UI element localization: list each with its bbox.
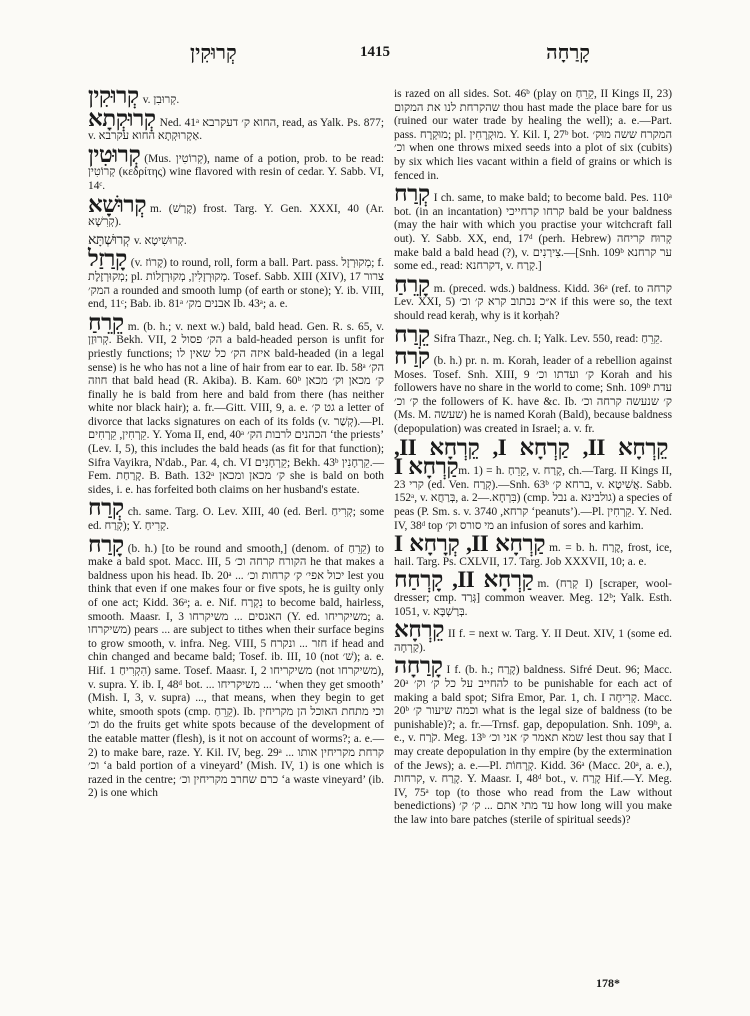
- dictionary-entry: [88, 495, 384, 533]
- right-column: [394, 88, 672, 831]
- entry-headword: קֹרַח: [394, 344, 430, 370]
- entry-definition: Sifra Thazr., Neg. ch. I; Yalk. Lev. 550, read: קֵרֵחַ.: [433, 332, 663, 345]
- dictionary-entry: [88, 233, 384, 249]
- entry-definition: (b. h.) pr. n. m. Korah, leader of a rebellion against Moses. Tosef. Snh. XIII, 9 ק׳ ועדתו וכ׳ Korah and his followers have no share in the world to come; Snh. 109ᵇ עדת ק׳ וכ׳ the followers of K. have &c. Ib. ק׳ שנעשה קרחה וכ׳ (Ms. M. שעשה) he is named Korah (Bald), because baldness (depopulation) was created in Israel; a. v. fr.: [394, 355, 673, 436]
- dictionary-entry: [394, 531, 672, 569]
- dictionary-entry: [394, 617, 672, 655]
- left-column: [88, 83, 385, 804]
- entry-definition: m. (קֶרַשׁ) frost. Targ. Y. Gen. XXXI, 40 (Ar. קְרִשָׁא).: [88, 202, 384, 229]
- entry-definition: Ned. 41ᵃ החוא ק׳ דעקרבא, read, as Yalk. Ps. 877; v. אַקְרוּקְתָא החוא עקרבא.: [88, 116, 384, 143]
- dictionary-entry: [394, 181, 672, 274]
- dictionary-entry: [88, 105, 384, 144]
- dictionary-entry: [88, 309, 385, 498]
- entry-headword: קָרַח: [88, 531, 124, 557]
- entry-definition: v. קְרוּשִׁיטָא.: [133, 234, 187, 247]
- entry-definition: m. (קְרַח I) [scraper, wool-dresser; cmp. גְּרַד] common weaver. Meg. 12ᵇ; Yalk. Esth. 1051, v. בְּרַשְׁבָּא.: [394, 578, 672, 618]
- header-right-catchword: קָרַחָה: [546, 42, 590, 64]
- entry-headword: קָרֵחַ: [394, 271, 430, 297]
- entry-definition: ch. same. Targ. O. Lev. XIII, 40 (ed. Berl. קְרִיחַ; some ed. קְרַח); Y. קְרִיחַ.: [88, 506, 384, 533]
- header-left-catchword: קְרוּקִין: [190, 42, 237, 64]
- page-number: 1415: [360, 44, 390, 60]
- dictionary-entry: [88, 246, 384, 311]
- entry-definition: is razed on all sides. Sot. 46ᵇ (play on קֵרֵחַ, II Kings II, 23) שהקרחת לנו את המקום thou hast made the place bare for us (ruined our water trade by healing the well); a. e.—Part. pass. מוּקְרָח; pl. מוּקְרָחִין. Y. Kil. I, 27ᵇ bot. המקרח ששה מוּק׳ וכ׳ when one throws mixed seeds into a plot of six (cubits) by six which lies vacant within a field of grains or which is fenced in.: [394, 88, 673, 182]
- entry-definition: m. 1) = h. קֵרֵחַ, v. קְרַח, ch.—Targ. II Kings II, 23 קרי (ed. Ven. קְרַח).—Snh. 63ᵇ ברחא ק׳, v. אֲשִׁיטָא. Sabb. 152ᵃ, v. בְּרַחֲא, a. בִּרְחָא.—2) (cmp. נבל a. גולבינא) a species of peas (P. Sm. s. v. קרחא, 3740 ‘peanuts’).—Pl. קֵרְחִין. Y. Ned. IV, 38ᵈ top מי סורס וק׳ an infusion of sores and karhim.: [394, 465, 673, 532]
- dictionary-entry: [394, 271, 672, 324]
- dictionary-entry: [394, 321, 672, 347]
- dictionary-entry: [88, 83, 384, 108]
- entry-headword: קֵרְחָא: [394, 617, 444, 643]
- entry-headword: קָרַזַל: [88, 246, 127, 272]
- entry-headword: קֵרַח: [394, 321, 430, 347]
- entry-headword: קְרוּשָׁא: [88, 191, 147, 217]
- entry-definition: m. (b. h.; v. next w.) bald, bald head. Gen. R. s. 65, v. קְרוּזַן. Bekh. VII, 2 הק׳ פסול a bald-headed person is unfit for priestly functions; איזה הק׳ כל שאין לו bald-headed (in a legal sense) is he who has not a line of hair from ear to ear. Ib. 58ᵃ הק׳ חוזה that bald head (R. Akiba). B. Kam. 60ᵇ ק׳ מכאן וק׳ מכאן finally he is bald from here and bald from there (has neither white nor black hair); a. fr.—Gitt. VIII, 9, a. e. גט ק׳ a letter of divorce that lacks signatures on each of its folds (v. קְשַׁר).—Pl. קֵרְחִין, קֵרְחִים. Y. Yoma II, end, 40ᵃ הכהנים לרבות הק׳ ‘the priests’ (Lev. I, 5), this includes the bald heads (as fit for that function); Sifra Vayikra, N'dab., Par. 4, ch. VI קֵרְחָנִים; Bekh. 43ᵇ קֵרְחָנִין.—Fem. קָרַחַת. B. Bath. 132ᵃ ק׳ מכאן ומכאן she is bald on both sides, i. e. has forfeited both claims on her husband's estate.: [88, 320, 385, 496]
- entry-definition: II f. = next w. Targ. Y. II Deut. XIV, 1 (some ed. קַרְחָה).: [394, 628, 672, 654]
- entry-definition: I ch. same, to make bald; to become bald. Pes. 110ᵃ bot. (in an incantation) קרחו קרחייכי bald be your baldness (may the hair with which you practise your witchcraft fall out). Y. Sabb. XX, end, 17ᵈ (perh. Hebrew) קְרוּח קריחה make bald a bald head (?), v. צִירַנִים.—[Snh. 109ᵇ ער קרחנא some ed., read: דקרחנא, v. קְרַח.]: [394, 192, 672, 273]
- entry-headword: קַרְחָא II, קָרְחַח: [394, 567, 534, 593]
- dictionary-entry: [394, 434, 673, 534]
- entry-definition: (b. h.) [to be round and smooth,] (denom. of קֵרֵחַ) to make a bald spot. Macc. III, 5 הקורח קרחה וכ׳ he that makes a baldness upon his head. Ib. 20ᵃ ... יכול אפי׳ ק׳ קרחות וכ׳ lest you think that even if one makes four or five spots, he is guilty only of one act; Kidd. 36ᵃ; a. e. Nif. נִקְרַח to become bald, hairless, smooth. Maasr. I, 3 האגסים ... משיקרחו (Y. ed. משיקריחו; a. משיקרחו) pears ... are subject to tithes when their surface begins to grow smooth, v. infra. Neg. VIII, 5 חזר ... ונקרח if head and chin changed and became bald; Tosef. ib. III, 10 (not שׁ׳); a. e. Hif. הִקְרִיחַ 1) same. Tosef. Maasr. I, 2 משיקריחו (not משיקרחו), v. supra. Y. ib. I, 48ᵈ bot. ... משיקריחו ... ‘when they get smooth’ (Mish. I, 3, v. supra) ..., that means, when they begin to get white, smooth spots (cmp. קֵרֵחַ). Ib. וכי מתחת האוכל הן מקריחין וכ׳ do the fruits get white spots because of the development of the eatable matter (flesh), is it not on account of worms?; a. e.—2) to make bare, raze. Y. Kil. IV, beg. 29ᵃ ... קרחת מקריחין אותו וכ׳ ‘a bald portion of a vineyard’ (Mish. IV, 1) is one which is razed in the centre; כרם שחרב מקריחין וכ׳ ‘a waste vineyard’ (ib. 2) is one which: [88, 542, 385, 800]
- dictionary-entry: [394, 653, 673, 827]
- entry-headword: קֵרְחָא II, קַרְחָא I, קֵרְחָא II, קַרְחָא I: [394, 434, 668, 480]
- entry-definition: (v. קָרוֹז) to round, roll, form a ball. Part. pass. מְקוּרְזָל; f. מְקוּרְזֶלֶת; pl. מְקוּרְזָלִין, מְקוּרְזָלוֹת. Tosef. Sabb. XIII (XIV), 17 צרור המק׳ a rounded and smooth lump (of earth or stone); Y. ib. VIII, end, 11ᶜ; Bab. ib. 81ᵃ אבנים מק׳ Ib. 43ᵃ; a. e.: [88, 257, 384, 311]
- entry-headword: קְרוּשְׁתָּא: [88, 232, 130, 248]
- entry-headword: קְרוּקִין: [88, 83, 139, 108]
- dictionary-entry: [394, 344, 673, 437]
- entry-definition: I f. (b. h.; קָרַח) baldness. Sifré Deut. 96; Macc. 20ᵃ להחייב על כל ק׳ וק׳ to be punishable for each act of making a bald spot; Sifra Emor, Par. 1, ch. I קְרִיחָה. Macc. 20ᵇ וכמה שיעור ק׳ what is the legal size of baldness (to be punishable)?; a. fr.—Trnsf. gap, depopulation. Snh. 109ᵇ, a. e., v. קֹרַח. Meg. 13ᵇ שמא תאמר ק׳ אני וכ׳ lest thou say that I may create depopulation in thy empire (by the extermination of the Jews); a. e.—Pl. קְרָחוֹת. Kidd. 36ᵃ (Macc. 20ᵃ, a. e.), קרחות, v. קָרַח. Y. Maasr. I, 48ᵈ bot., v. קָרַח Hif.—Y. Meg. IV, 75ᵃ top (to those who read from the Law without benedictions) עד מתי אתם ... ק׳ ק׳ how long will you make the law into bare patches (sterile of spiritual seeds)?: [394, 664, 673, 826]
- entry-definition: (Mus. קְרוֹטִין), name of a potion, prob. to be read: קְרוֹטִין (κεδρίτης) wine flavored with resin of cedar. Y. Sabb. VI, 14ᶜ.: [88, 152, 384, 192]
- entry-definition: m. (preced. wds.) baldness. Kidd. 36ᵃ (ref. to קרחה Lev. XXI, 5) א״כ נכתוב קרא ק׳ וכ׳ if this were so, the text should read keraḥ, why is it korḥah?: [394, 282, 672, 322]
- entry-headword: קְרוּטִין: [88, 141, 141, 167]
- entry-headword: קְרַח: [394, 181, 430, 207]
- signature-mark: 178*: [596, 976, 620, 990]
- entry-definition: v. קְרוּבִן.: [142, 94, 180, 106]
- dictionary-entry: [88, 191, 384, 230]
- entry-headword: קָרַחָה: [394, 653, 443, 679]
- dictionary-entry: [88, 531, 385, 801]
- dictionary-entry: [394, 88, 672, 183]
- entry-headword: קְרוּקְתָא: [88, 105, 156, 131]
- dictionary-entry: [88, 141, 384, 194]
- entry-headword: קְרַח: [88, 495, 124, 521]
- page-header: [0, 42, 750, 66]
- entry-headword: קֵרֵחַ: [88, 309, 124, 335]
- entry-headword: קַרְחָא II, קְרָחָא I: [394, 531, 546, 557]
- entry-definition: m. = b. h. קֶרַח, frost, ice, hail. Targ. Ps. CXLVII, 17. Targ. Job XXXVII, 10; a. e.: [394, 542, 672, 568]
- dictionary-entry: [394, 567, 672, 619]
